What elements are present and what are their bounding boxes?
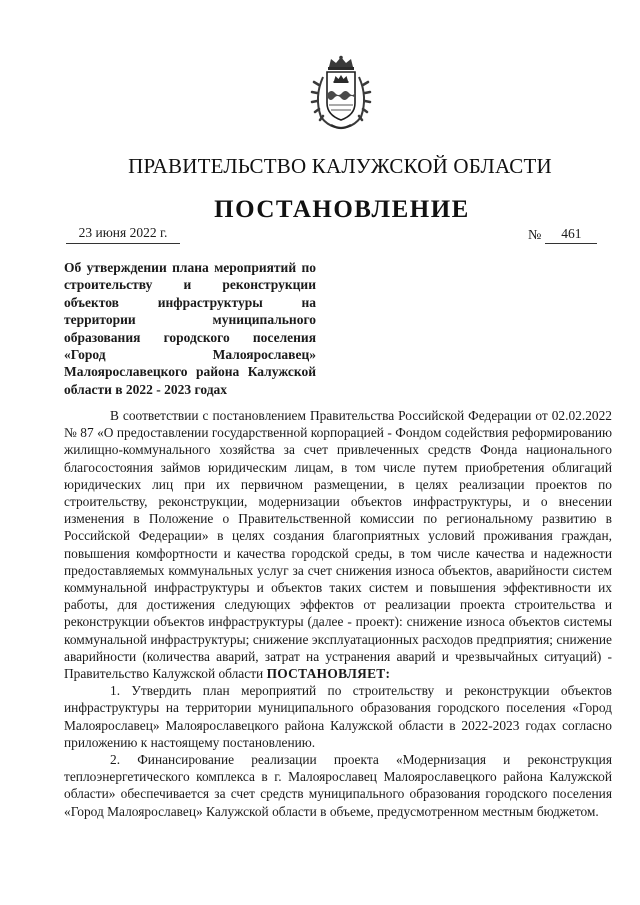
decree-item-1: 1. Утвердить план мероприятий по строительству и реконструкции объектов инфраструктуры на территории муниципального образования городского поселения «Город Малоярославец» Малоярославецкого района Калужской области в 2022-2023 годах согласно приложению к настоящему постановлению.: [64, 683, 612, 750]
document-body: [64, 407, 612, 820]
decree-word: ПОСТАНОВЛЯЕТ:: [266, 666, 391, 682]
number-sign: №: [528, 228, 542, 243]
document-subject: Об утверждении плана мероприятий по строительству и реконструкции объектов инфраструктуры на территории муниципального образования городского поселения «Город Малоярославец» Малоярославецкого района Калужской области в 2022 - 2023 годах: [64, 260, 316, 397]
preamble-text: В соответствии с постановлением Правительства Российской Федерации от 02.02.2022 № 87 «О предоставлении государственной корпорацией - Фондом содействия реформированию жилищно-коммунального хозяйства за счет привлеченных средств Фонда национального благосостояния займов юридическим лицам, в том числе путем приобретения облигаций юридических лиц при их первичном размещении, в целях реализации проектов по строительству, реконструкции, модернизации объектов инфраструктуры, и о внесении изменения в Положение о Правительственной комиссии по региональному развитию в Российской Федерации» в целях создания благоприятных условий проживания граждан, повышения комфортности и качества городской среды, в том числе качества и надежности предоставляемых коммунальных услуг за счет снижения износа объектов, аварийности систем коммунальной инфраструктуры и объектов таких систем и повышения эффективности их работы, для достижения следующих эффектов от реализации проекта строительства и реконструкции объектов инфраструктуры (далее - проект): снижение износа объектов системы коммунальной инфраструктуры; снижение эксплуатационных расходов предприятия; снижение аварийности (количества аварий, затрат на устранения аварий и чрезвычайных ситуаций) - Правительство Калужской области: [64, 408, 612, 682]
document-number-block: [528, 226, 597, 244]
document-date: 23 июня 2022 г.: [66, 225, 180, 244]
decree-item-2: 2. Финансирование реализации проекта «Модернизация и реконструкция теплоэнергетического комплекса в г. Малоярославец Малоярославецкого района Калужской области» обеспечивается за счет средств муниципального образования городского поселения «Город Малоярославец» Калужской области в объеме, предусмотренном местным бюджетом.: [64, 752, 612, 819]
kaluga-coat-of-arms-icon: [309, 55, 373, 131]
preamble-paragraph: [64, 407, 612, 682]
document-number: 461: [545, 226, 597, 244]
document-type-title: ПОСТАНОВЛЕНИЕ: [214, 196, 470, 223]
issuing-authority-title: ПРАВИТЕЛЬСТВО КАЛУЖСКОЙ ОБЛАСТИ: [128, 154, 552, 178]
